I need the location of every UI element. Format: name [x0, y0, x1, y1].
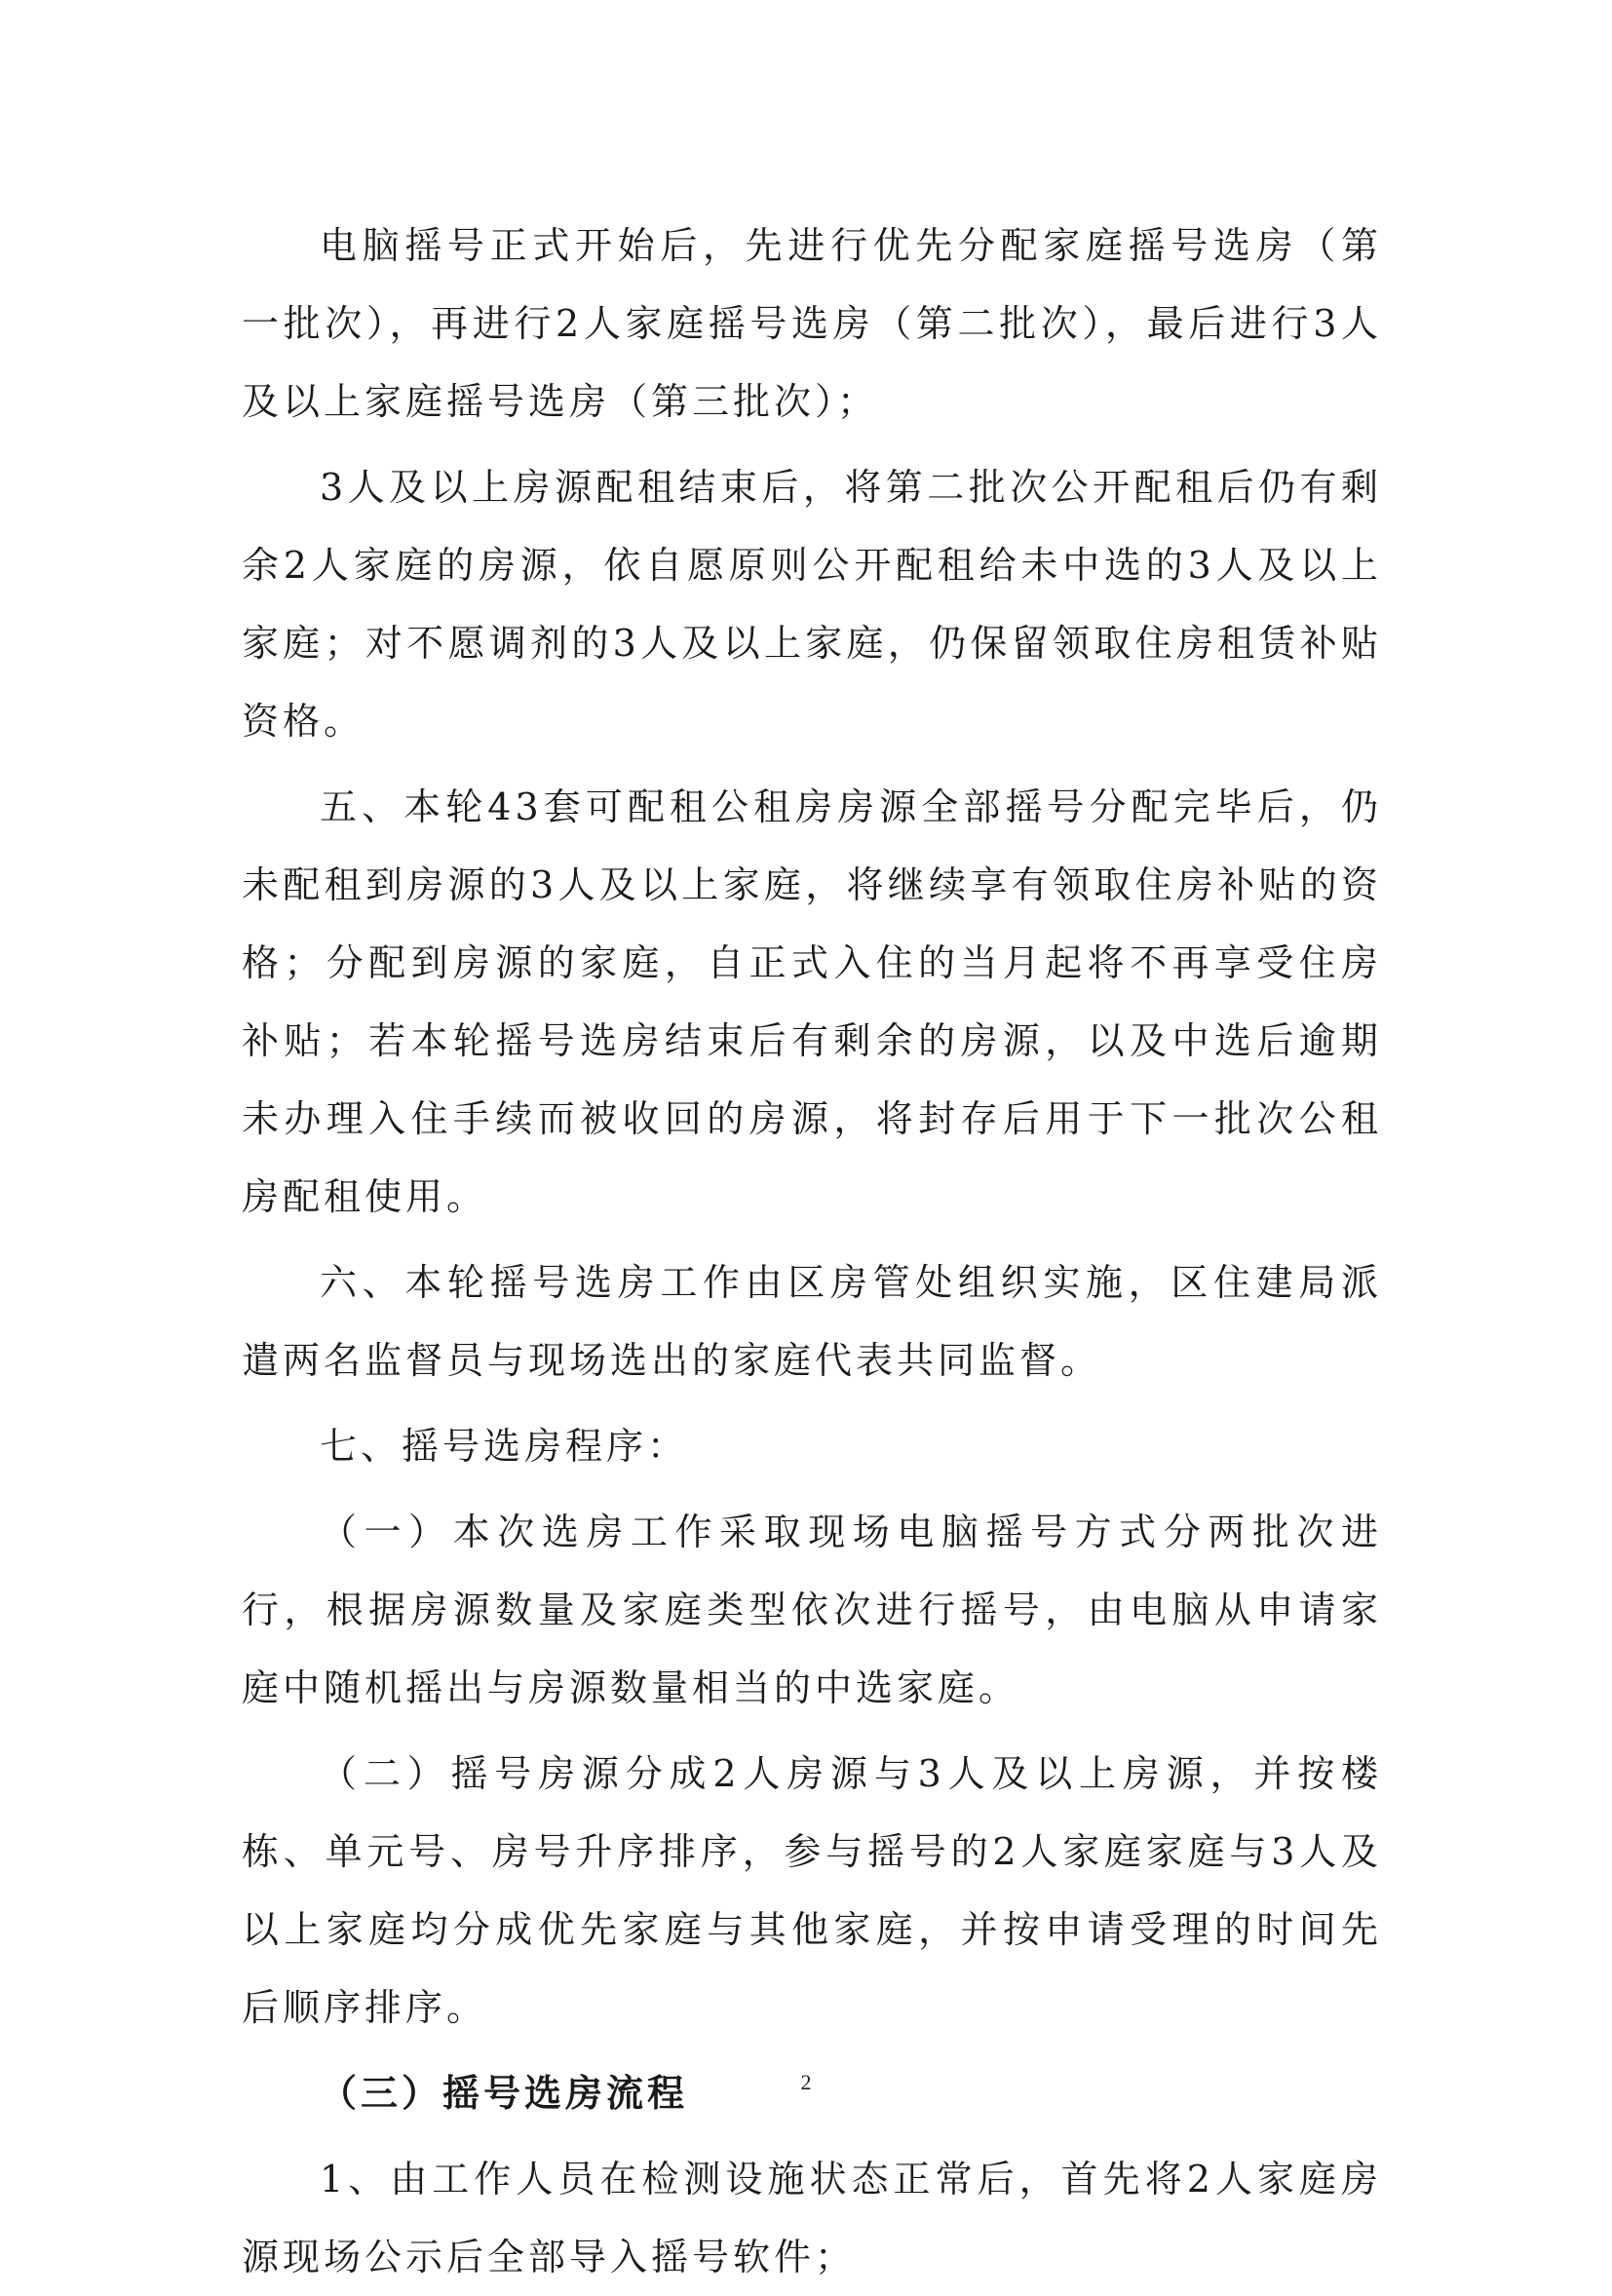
paragraph-section-six: 六、本轮摇号选房工作由区房管处组织实施，区住建局派遣两名监督员与现场选出的家庭代表共同监督。	[242, 1261, 1382, 1382]
paragraph-subsection-three-heading: （三）摇号选房流程	[320, 2071, 689, 2115]
page-number: 2	[800, 2070, 812, 2094]
paragraph-subsection-two: （二）摇号房源分成2人房源与3人及以上房源，并按楼栋、单元号、房号升序排序，参与摇号的2人家庭家庭与3人及以上家庭均分成优先家庭与其他家庭，并按申请受理的时间先后顺序排序。	[242, 1752, 1382, 2029]
paragraph-remaining-housing: 3人及以上房源配租结束后，将第二批次公开配租后仍有剩余2人家庭的房源，依自愿原则公开配租给未中选的3人及以上家庭；对不愿调剂的3人及以上家庭，仍保留领取住房租赁补贴资格。	[242, 466, 1382, 743]
paragraph-lottery-order: 电脑摇号正式开始后，先进行优先分配家庭摇号选房（第一批次），再进行2人家庭摇号选房（第二批次），最后进行3人及以上家庭摇号选房（第三批次）；	[242, 224, 1382, 423]
paragraph-section-five: 五、本轮43套可配租公租房房源全部摇号分配完毕后，仍未配租到房源的3人及以上家庭，将继续享有领取住房补贴的资格；分配到房源的家庭，自正式入住的当月起将不再享受住房补贴；若本轮摇号选房结束后有剩余的房源，以及中选后逾期未办理入住手续而被收回的房源，将封存后用于下一批次公租房配租使用。	[242, 785, 1382, 1218]
paragraph-subsection-one: （一）本次选房工作采取现场电脑摇号方式分两批次进行，根据房源数量及家庭类型依次进行摇号，由电脑从申请家庭中随机摇出与房源数量相当的中选家庭。	[242, 1511, 1382, 1709]
paragraph-section-seven-heading: 七、摇号选房程序：	[320, 1425, 689, 1468]
paragraph-step-one: 1、由工作人员在检测设施状态正常后，首先将2人家庭房源现场公示后全部导入摇号软件；	[242, 2158, 1382, 2278]
document-body	[242, 207, 1382, 2296]
